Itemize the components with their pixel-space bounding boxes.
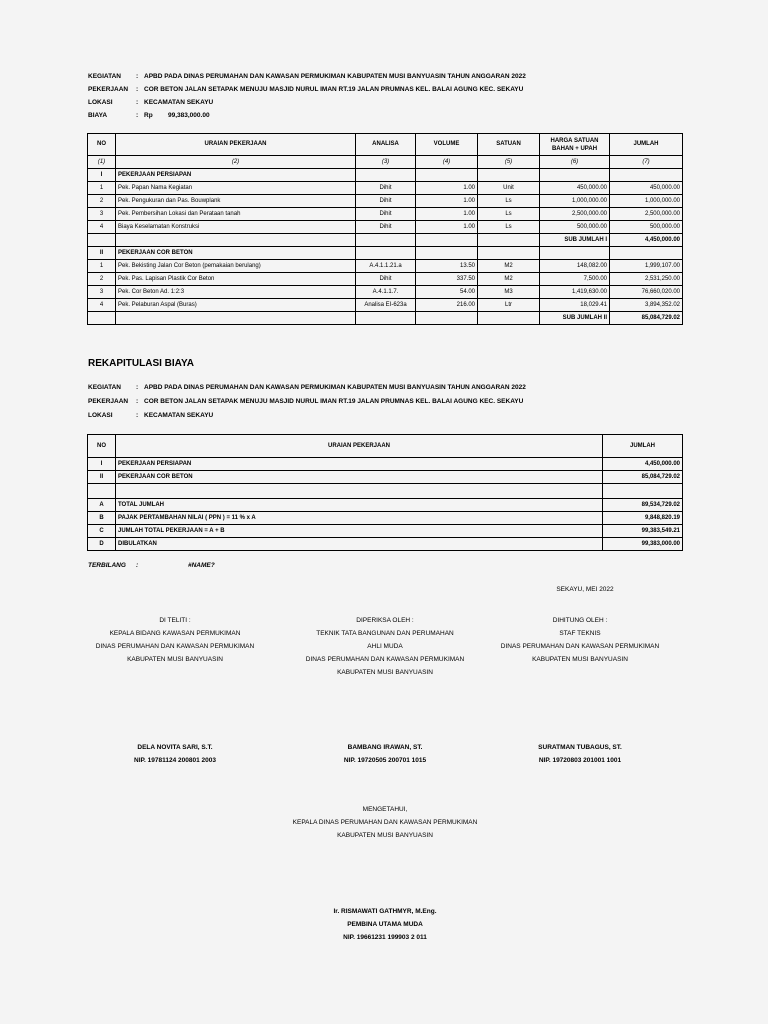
pekerjaan-label: PEKERJAAN [88,398,129,405]
sig-line: KABUPATEN MUSI BANYUASIN [337,669,433,676]
item-harga: 500,000.00 [540,221,610,234]
item-uraian: Pek. Pelaburan Aspal (Buras) [116,299,356,312]
section-no: I [88,169,116,182]
total-no: D [88,538,116,551]
item-no: 3 [88,286,116,299]
total-uraian: TOTAL JUMLAH [116,499,603,512]
table-row [88,299,683,312]
item-analisa: A.4.1.1.7. [356,286,416,299]
item-no: 3 [88,208,116,221]
kegiatan-label: KEGIATAN [88,384,121,391]
table-row [88,195,683,208]
num-3: (3) [356,156,416,169]
sig-line: DINAS PERUMAHAN DAN KAWASAN PERMUKIMAN [305,656,465,663]
sig-head: MENGETAHUI, [362,806,408,813]
item-jumlah: 500,000.00 [610,221,683,234]
item-analisa: Dihit [356,195,416,208]
col-header-satuan: SATUAN [478,134,540,156]
lokasi-value: KECAMATAN SEKAYU [144,99,214,106]
item-analisa: A.4.1.1.21.a [356,260,416,273]
lokasi-label: LOKASI [88,412,113,419]
signatory-kepala [270,905,500,944]
signatory-2 [300,741,470,767]
col-header-uraian: URAIAN PEKERJAAN [116,134,356,156]
num-1: (1) [88,156,116,169]
num-5: (5) [478,156,540,169]
biaya-value: 99,383,000.00 [168,112,210,119]
item-harga: 148,082.00 [540,260,610,273]
total-jumlah: 99,383,549.21 [603,525,683,538]
item-analisa: Dihit [356,182,416,195]
num-6: (6) [540,156,610,169]
item-volume: 1.00 [416,208,478,221]
item-harga: 1,419,630.00 [540,286,610,299]
item-satuan: Unit [478,182,540,195]
rekap-total-row [88,499,683,512]
item-satuan: Ls [478,208,540,221]
item-satuan: Ltr [478,299,540,312]
rekap-row [88,471,683,484]
item-jumlah: 2,500,000.00 [610,208,683,221]
subtotal-value: 4,450,000.00 [610,234,683,247]
item-no: 2 [88,273,116,286]
item-volume: 216.00 [416,299,478,312]
table-row [88,208,683,221]
sig-nip: NIP. 19720803 201001 1001 [538,757,622,764]
terbilang-label: TERBILANG [88,562,126,569]
rekap-total-row [88,538,683,551]
item-jumlah: 76,660,020.00 [610,286,683,299]
item-harga: 7,500.00 [540,273,610,286]
sig-nip: NIP. 19661231 199903 2 011 [343,934,427,941]
item-uraian: Pek. Pengukuran dan Pas. Bouwplank [116,195,356,208]
place-date: SEKAYU, MEI 2022 [556,586,614,593]
sig-line: STAF TEKNIS [559,630,601,637]
rekap-uraian: PEKERJAAN COR BETON [116,471,603,484]
item-jumlah: 3,894,352.02 [610,299,683,312]
table-row [88,182,683,195]
subtotal-label: SUB JUMLAH I [540,234,610,247]
col-header-volume: VOLUME [416,134,478,156]
table-row [88,260,683,273]
num-7: (7) [610,156,683,169]
rab-table [87,133,683,325]
col-header-jumlah: JUMLAH [610,134,683,156]
sig-name: SURATMAN TUBAGUS, ST. [538,744,622,751]
item-volume: 337.50 [416,273,478,286]
item-harga: 2,500,000.00 [540,208,610,221]
rab-numbering-row [88,156,683,169]
signatory-3 [495,741,665,767]
sig-name: DELA NOVITA SARI, S.T. [137,744,213,751]
total-jumlah: 89,534,729.02 [603,499,683,512]
item-jumlah: 2,531,250.00 [610,273,683,286]
pekerjaan-label: PEKERJAAN [88,86,129,93]
terbilang-value: #NAME? [188,562,215,569]
rekap-header-row [88,435,683,458]
item-volume: 1.00 [416,195,478,208]
item-volume: 54.00 [416,286,478,299]
sig-rank: PEMBINA UTAMA MUDA [347,921,423,928]
item-no: 1 [88,260,116,273]
item-harga: 18,029.41 [540,299,610,312]
header-pekerjaan [88,86,523,93]
subtotal-label: SUB JUMLAH II [540,312,610,325]
item-jumlah: 1,000,000.00 [610,195,683,208]
signature-col1 [90,614,260,666]
signature-col2 [300,614,470,679]
section-title: PEKERJAAN PERSIAPAN [116,169,356,182]
rekap-uraian: PEKERJAAN PERSIAPAN [116,458,603,471]
rekap-total-row [88,512,683,525]
total-uraian: DIBULATKAN [116,538,603,551]
header-biaya [88,112,210,119]
num-2: (2) [116,156,356,169]
sig-line: DINAS PERUMAHAN DAN KAWASAN PERMUKIMAN [95,643,255,650]
total-uraian: JUMLAH TOTAL PEKERJAAN = A + B [116,525,603,538]
item-satuan: M3 [478,286,540,299]
subtotal-value: 85,084,729.02 [610,312,683,325]
total-jumlah: 99,383,000.00 [603,538,683,551]
harga-line2: BAHAN + UPAH [551,145,598,152]
total-no: C [88,525,116,538]
pekerjaan-value: COR BETON JALAN SETAPAK MENUJU MASJID NURUL IMAN RT.19 JALAN PRUMNAS KEL. BALAI AGUNG KEC. SEKAYU [144,86,524,93]
item-analisa: Dihit [356,208,416,221]
biaya-label: BIAYA [88,112,108,119]
signature-col3 [495,614,665,666]
table-row [88,221,683,234]
rekap-total-row [88,525,683,538]
item-no: 4 [88,299,116,312]
item-uraian: Pek. Cor Beton Ad. 1:2:3 [116,286,356,299]
sig-line: KABUPATEN MUSI BANYUASIN [127,656,223,663]
item-uraian: Pek. Papan Nama Kegiatan [116,182,356,195]
col-header-no: NO [88,134,116,156]
mengetahui-block [270,803,500,842]
kegiatan-label: KEGIATAN [88,73,121,80]
sig-line: KEPALA BIDANG KAWASAN PERMUKIMAN [109,630,241,637]
colon: : [136,384,139,391]
colon: : [136,73,139,80]
total-jumlah: 9,848,820.19 [603,512,683,525]
sig-head: DI TELITI : [159,617,191,624]
sig-head: DIPERIKSA OLEH : [356,617,414,624]
col-header-analisa: ANALISA [356,134,416,156]
colon: : [136,412,139,419]
sig-line: DINAS PERUMAHAN DAN KAWASAN PERMUKIMAN [500,643,660,650]
item-analisa: Dihit [356,221,416,234]
terbilang-colon: : [136,562,139,569]
colon: : [136,99,139,106]
item-volume: 13.50 [416,260,478,273]
rekap-row [88,458,683,471]
kegiatan-value: APBD PADA DINAS PERUMAHAN DAN KAWASAN PERMUKIMAN KABUPATEN MUSI BANYUASIN TAHUN ANGGARAN 2022 [144,384,526,391]
item-uraian: Pek. Pas. Lapisan Plastik Cor Beton [116,273,356,286]
section-row [88,169,683,182]
rekap-no: I [88,458,116,471]
biaya-currency: Rp [144,112,153,119]
section-no: II [88,247,116,260]
colon: : [136,86,139,93]
item-satuan: Ls [478,195,540,208]
rekap-spacer-row [88,484,683,499]
sig-line: KEPALA DINAS PERUMAHAN DAN KAWASAN PERMUKIMAN [292,819,478,826]
signatory-1 [90,741,260,767]
sig-name: BAMBANG IRAWAN, ST. [347,744,423,751]
total-no: B [88,512,116,525]
item-no: 4 [88,221,116,234]
item-satuan: Ls [478,221,540,234]
table-row [88,286,683,299]
lokasi-value: KECAMATAN SEKAYU [144,412,214,419]
subtotal-row [88,234,683,247]
sig-line: TEKNIK TATA BANGUNAN DAN PERUMAHAN [316,630,454,637]
rekap-no: II [88,471,116,484]
item-uraian: Pek. Pembersihan Lokasi dan Perataan tanah [116,208,356,221]
rekap-table [87,434,683,551]
rekap-col-jumlah: JUMLAH [603,435,683,458]
lokasi-label: LOKASI [88,99,113,106]
pekerjaan-value: COR BETON JALAN SETAPAK MENUJU MASJID NURUL IMAN RT.19 JALAN PRUMNAS KEL. BALAI AGUNG KEC. SEKAYU [144,398,524,405]
item-harga: 450,000.00 [540,182,610,195]
sig-nip: NIP. 19781124 200801 2003 [134,757,216,764]
item-volume: 1.00 [416,221,478,234]
header-lokasi [88,99,213,106]
col-header-harga [540,134,610,156]
item-uraian: Pek. Bekisting Jalan Cor Beton (pemakaian berulang) [116,260,356,273]
num-4: (4) [416,156,478,169]
item-no: 2 [88,195,116,208]
rekap-title: REKAPITULASI BIAYA [88,358,194,369]
item-volume: 1.00 [416,182,478,195]
section-row [88,247,683,260]
item-harga: 1,000,000.00 [540,195,610,208]
sig-name: Ir. RISMAWATI GATHMYR, M.Eng. [333,908,437,915]
item-satuan: M2 [478,273,540,286]
rekap-header-pekerjaan [88,398,523,405]
rekap-jumlah: 4,450,000.00 [603,458,683,471]
rekap-header-lokasi [88,412,213,419]
sig-line: AHLI MUDA [367,643,403,650]
harga-line1: HARGA SATUAN [550,137,599,144]
header-kegiatan [88,73,526,80]
total-no: A [88,499,116,512]
rekap-col-no: NO [88,435,116,458]
item-uraian: Biaya Keselamatan Konstruksi [116,221,356,234]
sig-nip: NIP. 19720505 200701 1015 [343,757,427,764]
item-satuan: M2 [478,260,540,273]
section-title: PEKERJAAN COR BETON [116,247,356,260]
subtotal-row [88,312,683,325]
kegiatan-value: APBD PADA DINAS PERUMAHAN DAN KAWASAN PERMUKIMAN KABUPATEN MUSI BANYUASIN TAHUN ANGGARAN 2022 [144,73,526,80]
sig-head: DIHITUNG OLEH : [552,617,608,624]
colon: : [136,398,139,405]
item-no: 1 [88,182,116,195]
terbilang [88,562,215,569]
rab-header-row [88,134,683,156]
item-jumlah: 450,000.00 [610,182,683,195]
rekap-col-uraian: URAIAN PEKERJAAN [116,435,603,458]
rekap-header-kegiatan [88,384,526,391]
colon: : [136,112,139,119]
item-analisa: Dihit [356,273,416,286]
sig-line: KABUPATEN MUSI BANYUASIN [532,656,628,663]
rekap-jumlah: 85,084,729.02 [603,471,683,484]
sig-line: KABUPATEN MUSI BANYUASIN [337,832,433,839]
table-row [88,273,683,286]
total-uraian: PAJAK PERTAMBAHAN NILAI ( PPN ) = 11 % x A [116,512,603,525]
item-analisa: Analisa EI-623a [356,299,416,312]
item-jumlah: 1,999,107.00 [610,260,683,273]
